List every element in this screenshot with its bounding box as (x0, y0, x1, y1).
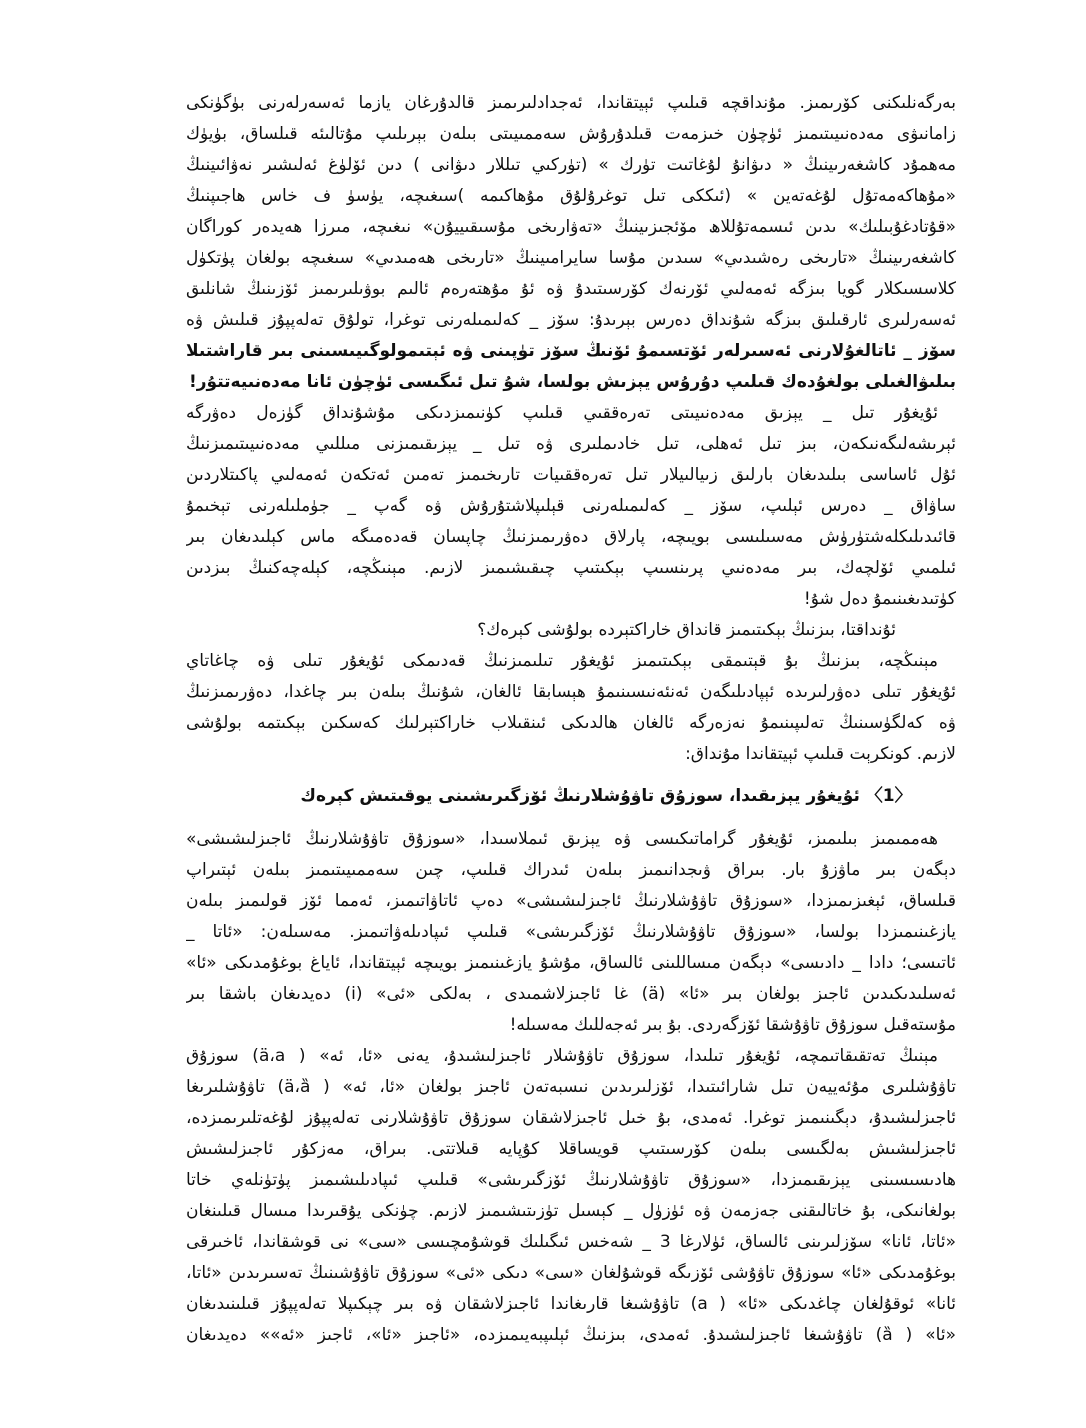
text-line: ئۇنداقتا، بىزنىڭ بېكىتىمىز قانداق خاراكتېردە بولۇشى كېرەك؟ (477, 620, 896, 640)
text-line: ھادىسىسىنى يېزىقىمىزدا، «سوزۇق تاۋۇشلارنىڭ ئۆزگىرىشى» قىلىپ ئىپادىلىشىمىز پۈتۈنلەي خاتا (186, 1170, 956, 1190)
text-line: مېنىڭچە، بىزنىڭ بۇ قېتىمقى بېكىتىمىز ئۇيغۇر تىلىمىزنىڭ قەدىمكى ئۇيغۇر تىلى ۋە چاغاتاي (186, 651, 938, 671)
text-line: بەرگەنلىكنى كۆرىمىز. مۇنداقچە قىلىپ ئېيتقاندا، ئەجدادلىرىمىز قالدۇرغان يازما ئەسەرلەرنى بۈگۈنكى (186, 93, 956, 113)
text-line: كاشغەرىينىڭ «تارىخى رەشىدىي» سىدىن مۇسا سايرامىينىڭ «تارىخى ھەمىدىي» سىغىچە بولغان پۈتكۈل (186, 248, 956, 268)
text-line: ئۇل ئاساسى بىلىدىغان بارلىق زىيالىيلار تىل تەرەققىيات تارىخىمىز تەمىن ئەتكەن ئەمەلىي پاكىتلاردىن (186, 465, 956, 485)
text-line: ھەممىمىز بىلىمىز، ئۇيغۇر گراماتىكىسى ۋە يېزىق ئىملاسىدا، «سوزۇق تاۋۇشلارنىڭ ئاجىزلىشىشى» (186, 829, 938, 849)
text-line: «ئاتا، ئانا» سۆزلىرىنى ئالساق، ئۈلارغا 3 _ شەخس ئىگىلىك قوشۇمچىسى «سى» نى قوشقاندا، ئاخىرقى (186, 1232, 956, 1252)
text-line: ئۇيغۇر تىلى دەۋرلىرىدە ئېپادىلىگەن ئەنئەنىسىنىمۇ ھېسابقا ئالغان، شۇنىڭ بىلەن بىر چاغدا، دەۋرىمىزنىڭ (186, 682, 956, 702)
text-line: زامانىۋى مەدەنىيىتىمىز ئۈچۈن خىزمەت قىلدۇرۇش سەممىيىتى بىلەن بېرىلىپ مۇتالىئە قىلساق، بۈيۈك (186, 124, 956, 144)
paragraph-culture (186, 398, 956, 615)
text-line: ئىلمىي ئۆلچەك، بىر مەدەنىي پرىنسىپ بېكىتىپ چىقىشىمىز لازىم. مېنىڭچە، كېلەچەكنىڭ بىزدىن (186, 558, 956, 578)
text-line: قىلساق، ئېغىزىمىزدا، «سوزۇق تاۋۇشلارنىڭ ئاجىزلىشىشى» دەپ ئاتاۋاتىمىز، ئەمما ئۆز قولىمىز بىلەن (186, 891, 956, 911)
paragraph-question (186, 615, 956, 646)
text-line: ئەسەرلىرى ئارقىلىق بىزگە شۇنداق دەرس بېرىدۇ: سۆز _ كەلىمىلەرنى توغرا، تولۇق تەلەپپۇز قىلىش ۋە (186, 310, 956, 330)
text-line: «مۇھاكەمەتۇل لۇغەتەين » (ئىككى تىل توغرۇلۇق مۇھاكىمە )سىغىچە، يۈسۈ ف خاس ھاجىپنىڭ (186, 186, 956, 206)
paragraph-intro (186, 88, 956, 398)
paragraph-research (186, 1041, 956, 1351)
text-line: ئاجىزلىشىدۇ، دېگىنىمىز توغرا. ئەمدى، بۇ خىل ئاجىزلاشقان سوزۇق تاۋۇشلارنى تەلەپپۇز لۇغەتلىرىمىزدە، (186, 1108, 956, 1128)
text-line-bold: بىلىۋالغىلى بولغۇدەك قىلىپ دۇرۇس يېزىش بولسا، شۇ تىل ئىگىسى ئۈچۈن ئانا مەدەنىيەتتۇر! (189, 372, 956, 392)
text-line: كلاسسىكلار گويا بىزگە ئەمەلىي ئۆرنەك كۆرسىتىدۇ ۋە ئۇ مۇھتەرەم ئالىم بوۋىلىرىمىز ئۆزىنىڭ شانلىق (186, 279, 956, 299)
text-line: ئاجىزلىشىش بەلگىسى بىلەن كۆرسىتىپ قويساقلا كۇپايە قىلاتتى. بىراق، مەزكۇر ئاجىزلىشىش (186, 1139, 956, 1159)
text-line: ئانا» ئوقۇلغان چاغدىكى «ئا» ( a) تاۋۇشىغا قارىغاندا ئاجىزلاشقان ۋە بىر چېكىپلا تەلەپپۇز قىلىنىدىغان (186, 1294, 956, 1314)
text-line: دېگەن بىر ماۋزۇ بار. بىراق ۋىجدانىمىز بىلەن ئىدراك قىلىپ، چىن سەممىيىتىمىز بىلەن ئېتىراپ (186, 860, 956, 880)
text-line: مېنىڭ تەتقىقاتىمچە، ئۇيغۇر تىلىدا، سوزۇق تاۋۇشلار ئاجىزلىشىدۇ، يەنى «ئا، ئە» ( ä،a) سوزۇق (186, 1046, 939, 1066)
text-line: «ئا» ( ȁ) تاۋۇشىغا ئاجىزلىشىدۇ. ئەمدى، بىزنىڭ ئېلىپبەيىمىزدە، «ئاجىز «ئا»، ئاجىز «ئە»» دەيدىغان (186, 1325, 956, 1345)
paragraph-opinion (186, 646, 956, 770)
text-line: ئاتىسى؛ دادا _ دادىسى» دېگەن مىساللىنى ئالساق، مۇشۇ يازغىنىمىز بويىچە ئېيتقاندا، ئاياغ بوغۇمدىكى «ئا» (186, 953, 956, 973)
text-line: ئەسلىدىكىدىن ئاجىز بولغان بىر «ئا» (ä) غا ئاجىزلاشمىدى ، بەلكى «ئى» (i) دەيدىغان باشقا بىر (186, 984, 956, 1004)
section-heading: 〈1〉 ئۇيغۇر يېزىقىدا، سوزۇق تاۋۇشلارنىڭ ئۆزگىرىشىنى يوقىتىش كېرەك (300, 786, 912, 806)
text-line: ئۇيغۇر تىل _ يېزىق مەدەنىيىتى تەرەققىي قىلىپ كۈنىمىزدىكى مۇشۇنداق گۈزەل دەۋرگە (186, 403, 938, 423)
text-line: تاۋۇشلىرى مۇئەييەن تىل شارائىتىدا، ئۆزلىرىدىن نىسبەتەن ئاجىز بولغان «ئا، ئە» ( ä،ȁ) تاۋۇشلىرىغا (186, 1077, 956, 1097)
text-line: مۇستەقىل سوزۇق تاۋۇشقا ئۆزگەردى. بۇ بىر ئەجەللىك مەسىلە! (509, 1015, 956, 1035)
paragraph-vowels (186, 824, 956, 1041)
text-line: يازغىنىمىزدا بولسا، «سوزۇق تاۋۇشلارنىڭ ئۆزگىرىشى» قىلىپ ئىپادىلەۋاتىمىز. مەسىلەن: «ئاتا _ (186, 922, 956, 942)
document-body (186, 88, 956, 1351)
text-line: لازىم. كونكرېت قىلىپ ئېيتقاندا مۇنداق: (685, 744, 956, 764)
text-line: بولغانىكى، بۇ خاتالىقنى جەزمەن ۋە ئۈزۈل _ كېسىل تۈزىتىشىمىز لازىم. چۈنكى يۇقىرىدا مىسال قىلىنغان (186, 1201, 956, 1221)
text-line: كۈتىدىغىنىمۇ دەل شۇ! (803, 589, 956, 609)
text-line: «قۇتادغۇبىلىك» ىدىن ئىسمەتۇللاھ مۆئجىزىينىڭ «تەۋارىخى مۇسىقىييۇن» نىغىچە، مىرزا ھەيدەر كوراگان (186, 217, 956, 237)
text-line: ساۋاق _ دەرس ئېلىپ، سۆز _ كەلىمىلەرنى قېلىپلاشتۇرۇش ۋە گەپ _ جۈملىلەرنى تېخىمۇ (186, 496, 956, 516)
text-line: ۋە كەلگۈسىنىڭ تەلىپىنىمۇ نەزەرگە ئالغان ھالدىكى ئىنقىلاب خاراكتېرلىك كەسكىن بېكىتمە بولۇشى (186, 713, 956, 733)
text-line: ئېرىشەلىگەنىكەن، بىز تىل ئەھلى، تىل خادىملىرى ۋە تىل _ يېزىقىمىزنى مىللىي مەدەنىيىتىمىزنىڭ (186, 434, 956, 454)
text-line-bold: سۆز _ ئاتالغۇلارنى ئەسىرلەر ئۆتسىمۇ ئۆنىڭ سۆز تۈپىنى ۋە ئېتىمولوگىيىسىنى بىر قاراشتىلا (186, 341, 956, 361)
text-line: قائىدىلىكلەشتۈرۈش مەسىلىسى بويىچە، پارلاق دەۋرىمىزنىڭ چاپسان قەدەمىگە ماس كېلىدىغان بىر (186, 527, 956, 547)
text-line: بوغۇمدىكى «ئا» سوزۇق تاۋۇشى ئۆزىگە قوشۇلغان «سى» دىكى «ئى» سوزۇق تاۋۇشىنىڭ تەسىرىدىن «ئاتا، (186, 1263, 956, 1283)
text-line: مەھمۇد كاشغەرىينىڭ « دىۋانۇ لۇغاتىت تۈرك » (تۈركىي تىللار دىۋانى ) دىن ئۆلۈغ ئەلىشىر نەۋائىينىڭ (186, 155, 956, 175)
